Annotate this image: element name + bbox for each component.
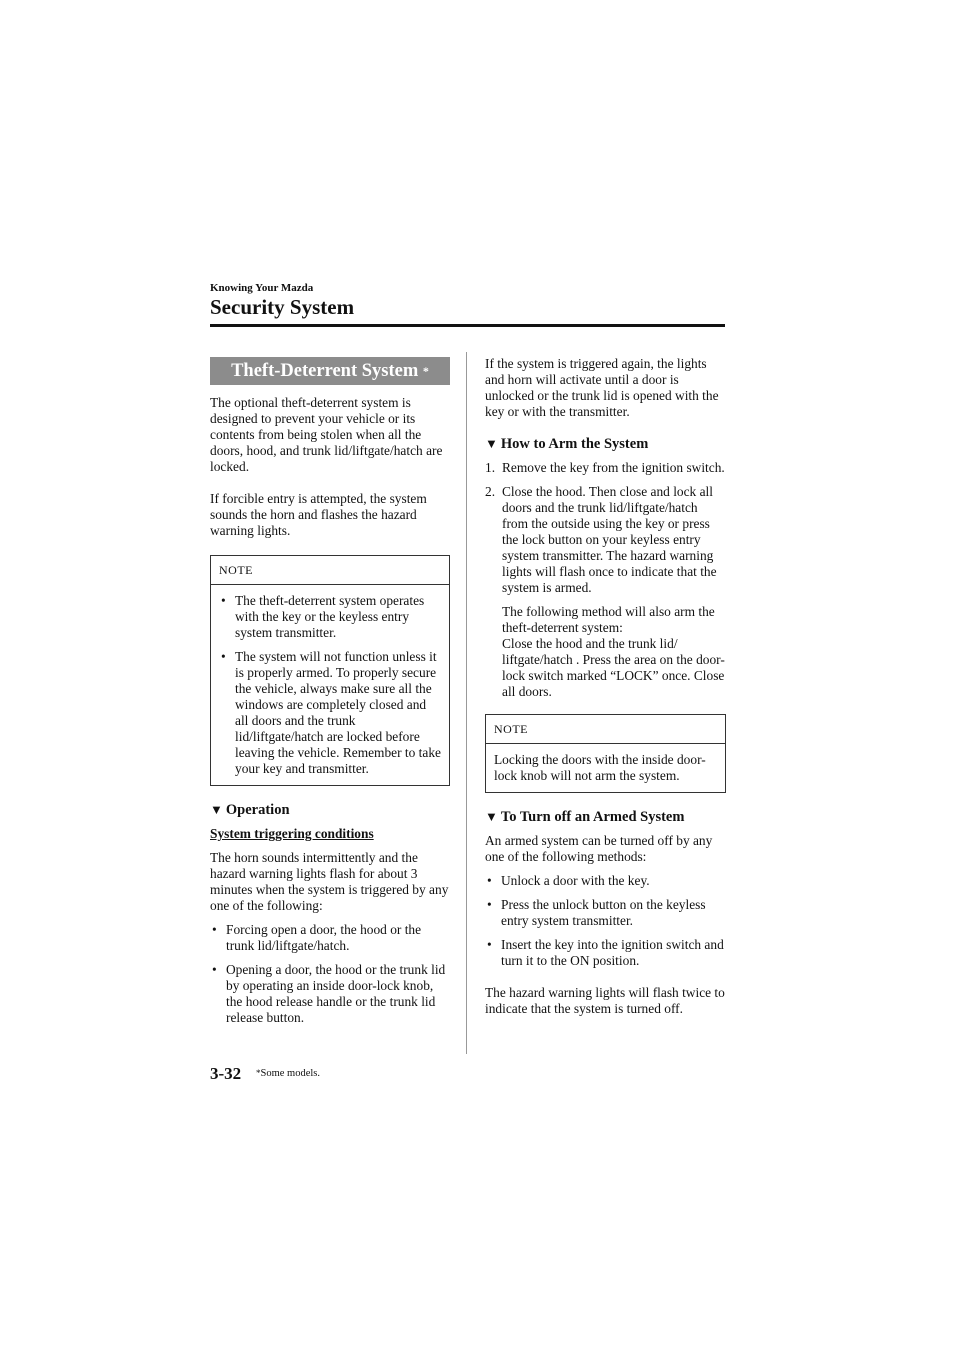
bullet-icon: • [212,962,217,977]
step-number: 2. [485,484,496,499]
bullet-icon: • [487,873,492,888]
step-number: 1. [485,460,496,475]
trigger-bullet [210,922,450,954]
triangle-down-icon: ▼ [485,436,498,451]
turn-off-heading-text: To Turn off an Armed System [500,809,685,825]
turn-off-bullet [485,937,726,969]
header-rule [210,324,725,327]
bullet-icon: • [487,937,492,952]
turn-off-bullet [485,873,726,889]
some-models-star-icon: * [422,364,429,378]
note-body [211,585,449,785]
forcible-entry-paragraph: If forcible entry is attempted, the system sounds the horn and flashes the hazard warning lights. [210,491,427,538]
step-text: Close the hood. Then close and lock all doors and the trunk lid/liftgate/hatch from the outside using the key or press the lock button on your keyless entry system transmitter. The hazard warning lights will flash once to indicate that the system is armed. [502,484,717,595]
right-column [485,356,726,1017]
arm-extra-line-2: Close the hood and the trunk lid/ liftgate/hatch . Press the area on the door-lock switch marked “LOCK” once. Close all doors. [502,636,725,699]
bullet-icon: • [221,593,226,608]
operation-heading [210,802,450,818]
note-label: NOTE [486,715,725,744]
note-bullet [219,649,441,777]
note-bullet [219,593,441,641]
turn-off-result-paragraph: The hazard warning lights will flash twice to indicate that the system is turned off. [485,985,725,1016]
arm-heading-text: How to Arm the System [500,436,649,452]
triangle-down-icon: ▼ [485,809,498,824]
arm-step [485,460,726,476]
trigger-bullet [210,962,450,1026]
arm-extra-line-1: The following method will also arm the theft-deterrent system: [502,604,715,635]
operation-heading-text: Operation [225,802,290,818]
turn-off-bullet-text: Insert the key into the ignition switch and turn it to the ON position. [501,937,724,968]
trigger-bullet-text: Forcing open a door, the hood or the trunk lid/liftgate/hatch. [226,922,422,953]
section-label: Knowing Your Mazda [210,282,314,294]
triggered-again-paragraph: If the system is triggered again, the lights and horn will activate until a door is unlocked or the trunk lid is opened with the key or with the transmitter. [485,356,719,419]
column-divider [466,352,467,1054]
arm-heading [485,436,726,452]
footnote-text: Some models. [260,1068,320,1079]
turn-off-bullet-text: Press the unlock button on the keyless entry system transmitter. [501,897,706,928]
note-body: Locking the doors with the inside door-lock knob will not arm the system. [494,752,706,783]
turn-off-paragraph: An armed system can be turned off by any one of the following methods: [485,833,713,864]
intro-paragraph: The optional theft-deterrent system is designed to prevent your vehicle or its contents from being stolen when all the doors, hood, and trunk lid/liftgate/hatch are locked. [210,395,443,474]
arm-step [485,484,726,700]
page-title: Security System [210,295,355,319]
turn-off-bullet-text: Unlock a door with the key. [501,873,650,888]
bullet-icon: • [212,922,217,937]
step-text: Remove the key from the ignition switch. [502,460,725,475]
banner-title: Theft-Deterrent System [231,361,419,381]
bullet-icon: • [221,649,226,664]
some-models-star-icon: * [256,1068,261,1078]
trigger-heading: System triggering conditions [210,826,374,841]
turn-off-bullet [485,897,726,929]
bullet-icon: • [487,897,492,912]
left-column [210,357,450,1026]
trigger-paragraph: The horn sounds intermittently and the hazard warning lights flash for about 3 minutes when the system is triggered by any one of the following: [210,850,449,913]
note-label: NOTE [211,556,449,585]
triangle-down-icon: ▼ [210,802,223,817]
footnote [256,1068,320,1079]
trigger-bullet-text: Opening a door, the hood or the trunk lid by operating an inside door-lock knob, the hood release handle or the trunk lid release button. [226,962,446,1025]
note-box [485,714,726,793]
note-bullet-text: The system will not function unless it is properly armed. To properly secure the vehicle, always make sure all the windows are completely closed and all doors and the trunk lid/liftgate/hatch are locked before leaving the vehicle. Remember to take your key and transmitter. [235,649,441,776]
note-bullet-text: The theft-deterrent system operates with the key or the keyless entry system transmitter. [235,593,425,640]
arm-extra [502,604,726,700]
note-box [210,555,450,786]
page-number: 3-32 [210,1064,242,1083]
section-banner [210,357,450,385]
turn-off-heading [485,809,726,825]
